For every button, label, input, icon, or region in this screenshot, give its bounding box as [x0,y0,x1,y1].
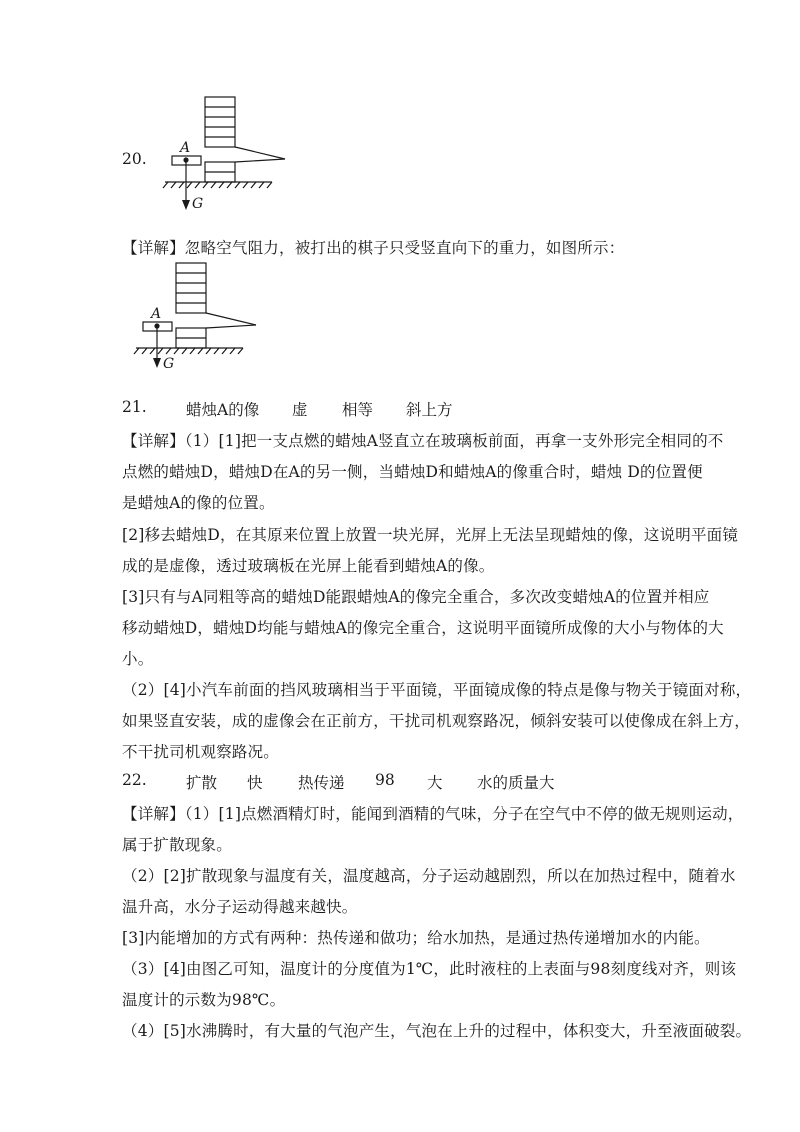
q21-detail-line: 是蜡烛A的像的位置。 [122,494,275,512]
force-diagram-2 [131,258,271,383]
q22-detail-line: （3）[4]由图乙可知，温度计的分度值为1℃，此时液柱的上表面与98刻度线对齐，则该 [122,960,737,978]
q22-detail-line: [3]内能增加的方式有两种：热传递和做功；给水加热，是通过热传递增加水的内能。 [122,929,710,947]
answer-blank: 相等 [342,401,374,419]
answer-blank: 大 [427,774,443,792]
answer-blank: 扩散 [186,774,218,792]
q21-detail-line: 如果竖直安装，成的虚像会在正前方，干扰司机观察路况，倾斜安装可以使像成在斜上方， [122,712,751,730]
q20-detail: 【详解】忽略空气阻力，被打出的棋子只受竖直向下的重力，如图所示： [122,239,625,257]
q21-detail-line: [2]移去蜡烛D，在其原来位置上放置一块光屏，光屏上无法呈现蜡烛的像，这说明平面镜 [122,526,739,544]
q22-detail-line: （2）[2]扩散现象与温度有关，温度越高，分子运动越剧烈，所以在加热过程中，随着水 [122,867,736,885]
question-number: 22. [122,771,147,789]
label-g: G [163,356,175,372]
q22-detail-line: 温升高，水分子运动得越来越快。 [122,898,358,916]
label-a: A [180,140,191,156]
question-number: 21. [122,398,147,416]
q21-detail-line: [3]只有与A同粗等高的蜡烛D能跟蜡烛A的像完全重合，多次改变蜡烛A的位置并相应 [122,588,710,606]
answer-blank: 热传递 [298,774,345,792]
question-number: 20. [122,150,147,168]
answer-blank: 虚 [292,401,308,419]
q21-detail-line: 移动蜡烛D，蜡烛D均能与蜡烛A的像完全重合，这说明平面镜所成像的大小与物体的大 [122,619,724,637]
q22-detail-line: 温度计的示数为98℃。 [122,991,286,1009]
label-a: A [151,306,162,322]
q21-detail-line: 成的是虚像，透过玻璃板在光屏上能看到蜡烛A的像。 [122,557,495,575]
answer-blank: 快 [247,774,263,792]
q22-detail-line: （4）[5]水沸腾时，有大量的气泡产生，气泡在上升的过程中，体积变大，升至液面破裂。 [122,1022,752,1040]
q21-detail-line: 小。 [122,650,154,668]
force-diagram-1 [160,92,300,217]
q22-detail-line: 【详解】（1）[1]点燃酒精灯时，能闻到酒精的气味，分子在空气中不停的做无规则运动， [122,805,744,823]
answer-blank: 水的质量大 [477,774,555,792]
q21-detail-line: （2）[4]小汽车前面的挡风玻璃相当于平面镜，平面镜成像的特点是像与物关于镜面对称， [122,681,752,699]
q22-detail-line: 属于扩散现象。 [122,836,232,854]
q21-detail-line: 不干扰司机观察路况。 [122,743,280,761]
q21-detail-line: 点燃的蜡烛D，蜡烛D在A的另一侧，当蜡烛D和蜡烛A的像重合时，蜡烛 D的位置便 [122,463,703,481]
answer-blank: 98 [375,771,395,789]
q21-detail-line: 【详解】（1）[1]把一支点燃的蜡烛A竖直立在玻璃板前面，再拿一支外形完全相同的不 [122,432,724,450]
answer-blank: 蜡烛A的像 [186,401,260,419]
label-g: G [192,196,204,212]
answer-blank: 斜上方 [406,401,453,419]
